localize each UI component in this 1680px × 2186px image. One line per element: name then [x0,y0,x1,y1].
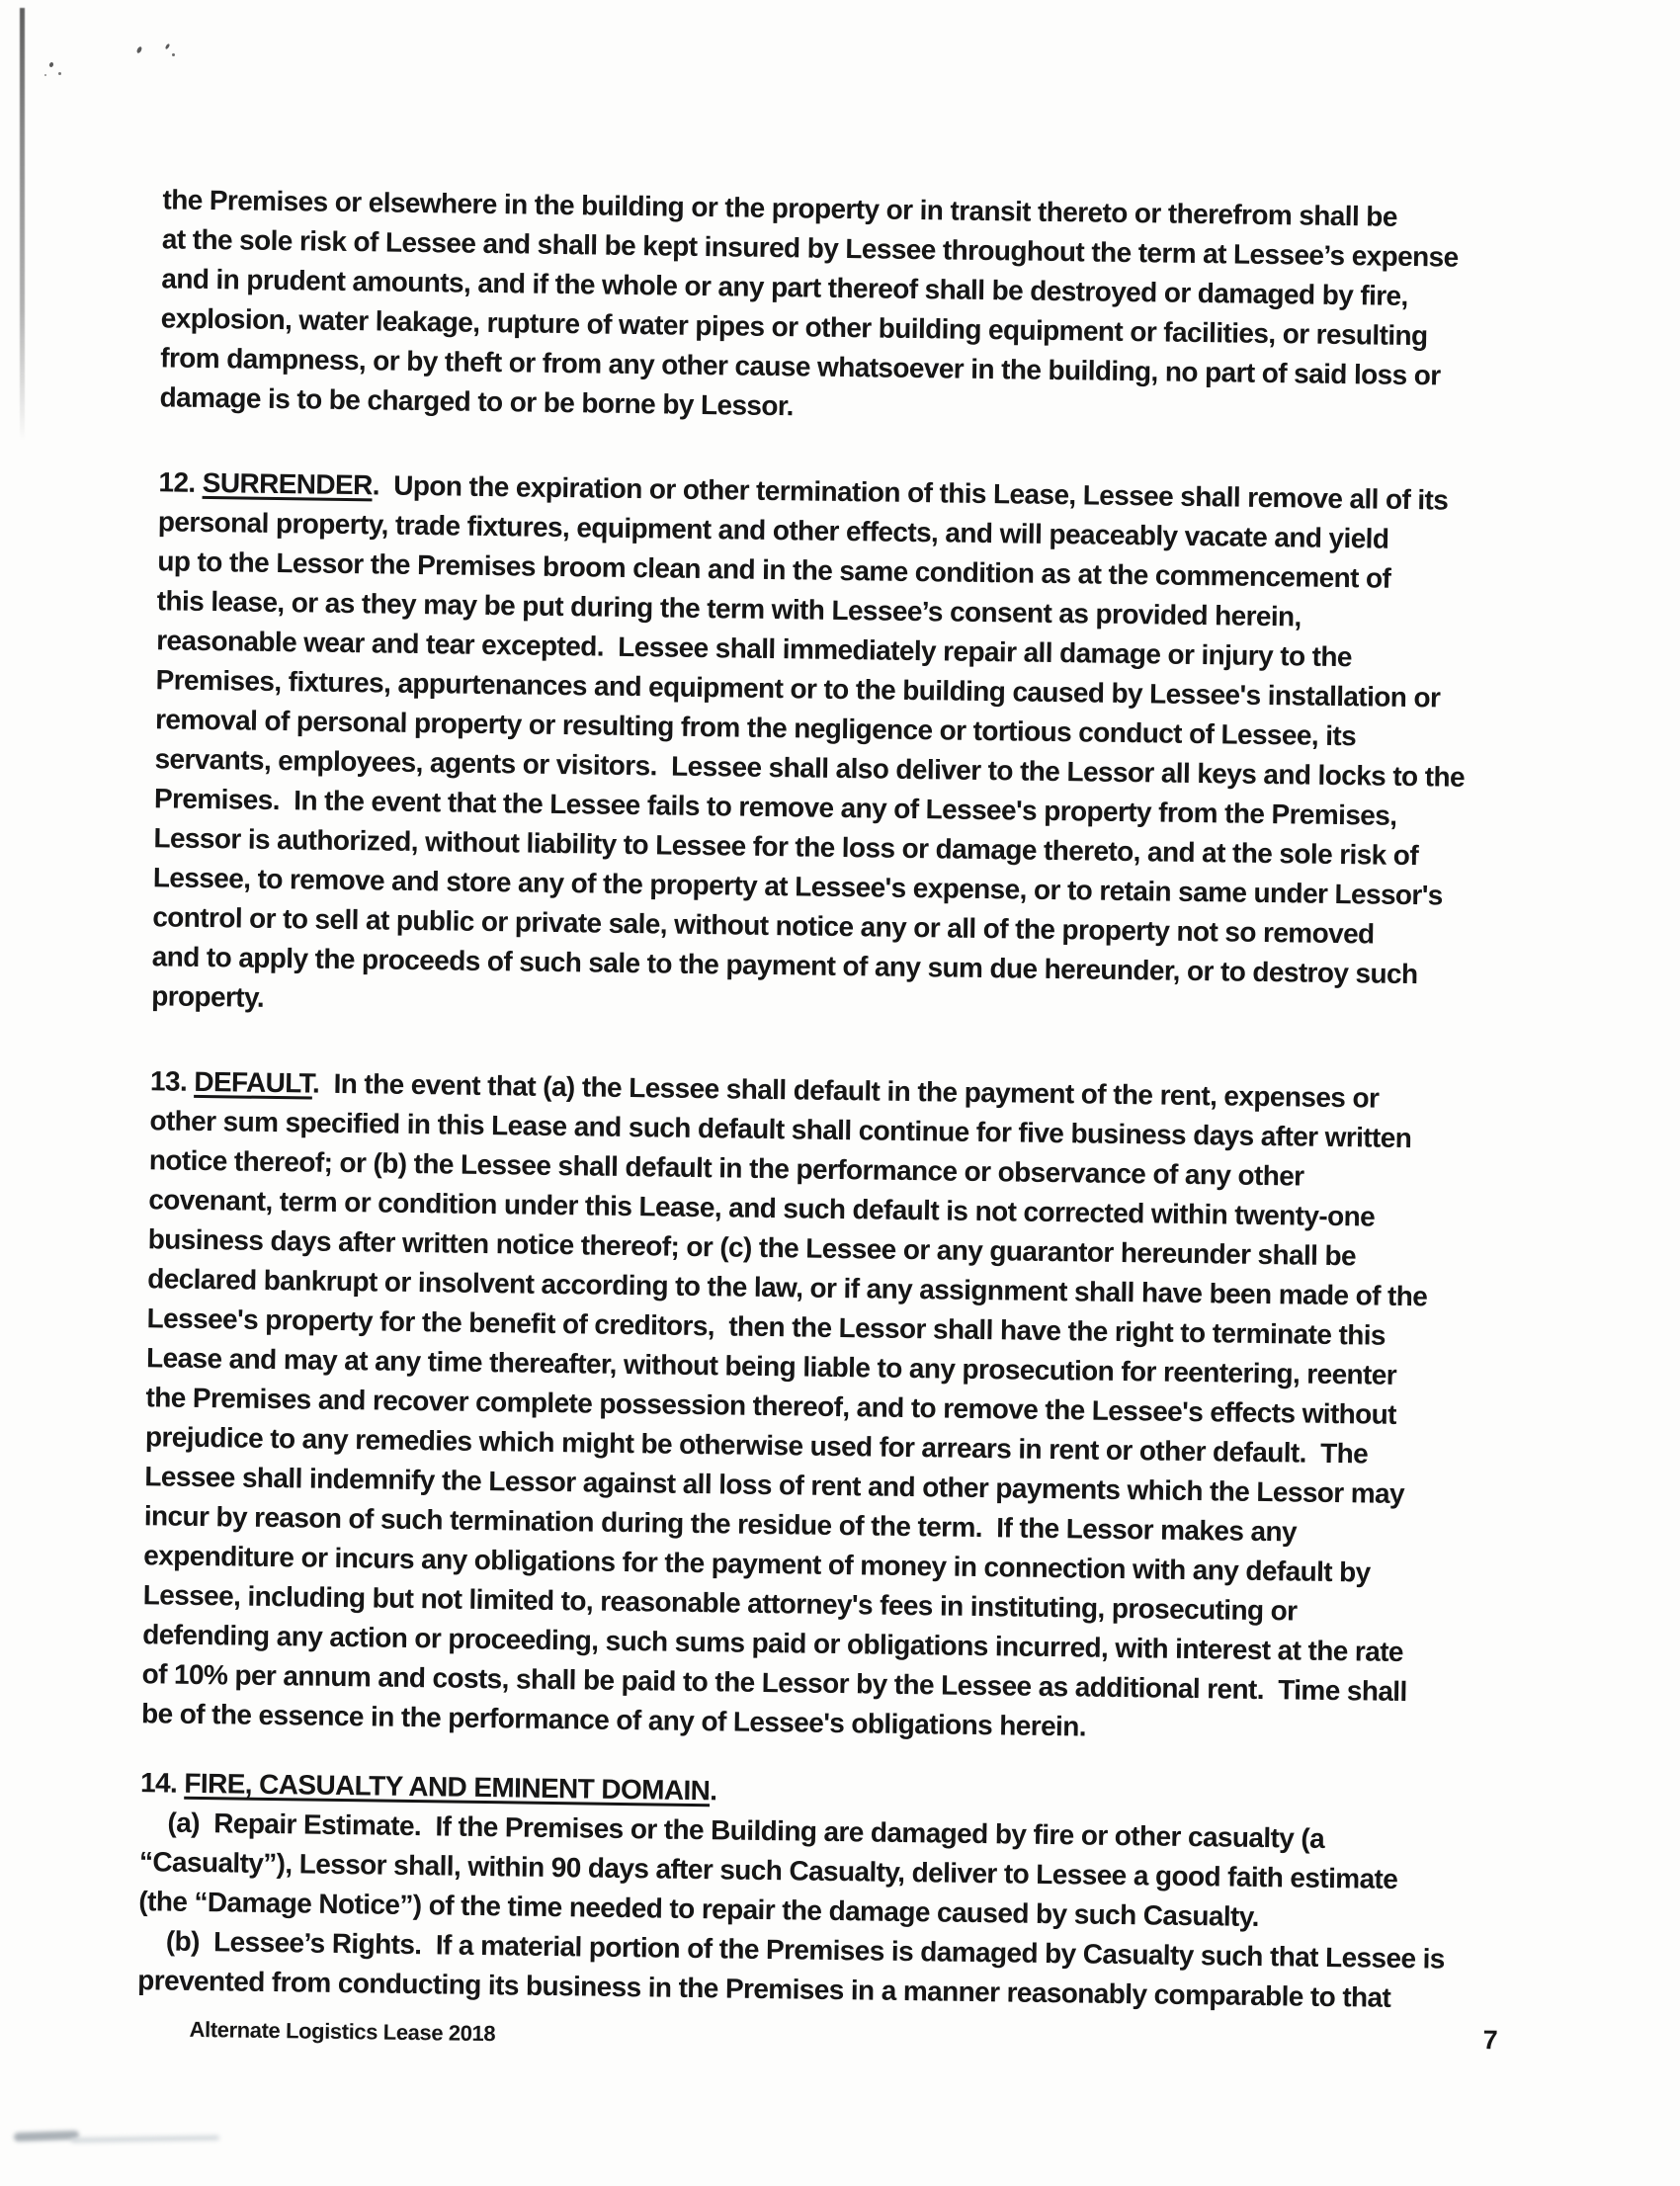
text-line: at the sole risk of Lessee and shall be kept insured by Lessee throughout the term at Lessee’s expense [161,223,1459,273]
text-line: explosion, water leakage, rupture of water pipes or other building equipment or facilities, or resulting [160,302,1428,352]
paragraph [151,462,1570,1036]
text-line: from dampness, or by theft or from any other cause whatsoever in the building, no part of said loss or [160,342,1441,391]
text-line: covenant, term or condition under this Lease, and such default is not corrected within twenty-one [148,1184,1376,1232]
text-line: defending any action or proceeding, such sums paid or obligations incurred, with interest at the rate [141,1619,1404,1668]
text-line: 12. SURRENDER. Upon the expiration or other termination of this Lease, Lessee shall remove all of its [158,466,1449,516]
section-heading: SURRENDER [202,466,373,501]
text-line: and to apply the proceeds of such sale to the payment of any sum due hereunder, or to destroy such [151,941,1418,990]
text-line: 14. FIRE, CASUALTY AND EMINENT DOMAIN. [139,1767,717,1807]
text-line: Premises. In the event that the Lessee fails to remove any of Lessee's property from the Premises, [153,783,1397,831]
text-line: (a) Repair Estimate. If the Premises or the Building are damaged by fire or other casualty (a [167,1807,1325,1854]
text-line: business days after written notice thereof; or (c) the Lessee or any guarantor hereunder shall be [147,1223,1357,1272]
section-heading: FIRE, CASUALTY AND EMINENT DOMAIN [184,1767,711,1807]
text-line: “Casualty”), Lessor shall, within 90 days after such Casualty, deliver to Lessee a good faith estimate [138,1846,1398,1894]
text-line: Lessee shall indemnify the Lessor against all loss of rent and other payments which the Lessor may [144,1461,1405,1510]
text-line: Lease and may at any time thereafter, without being liable to any prosecution for reentering, reenter [145,1342,1397,1390]
text-line: Premises, fixtures, appurtenances and equipment or to the building caused by Lessee's installation or [155,664,1441,714]
paragraph [141,1061,1561,1753]
page-number: 7 [1482,2025,1498,2056]
text-line: removal of personal property or resulting from the negligence or tortious conduct of Lessee, its [154,704,1357,752]
text-line: the Premises or elsewhere in the building or the property or in transit thereto or therefrom shall be [162,184,1398,232]
text-line: the Premises and recover complete possession thereof, and to remove the Lessee's effects without [145,1382,1397,1430]
text-line: reasonable wear and tear excepted. Lessee shall immediately repair all damage or injury to the [156,625,1353,673]
text-line: damage is to be charged to or be borne by Lessor. [159,381,795,422]
text-line: prevented from conducting its business in the Premises in a manner reasonably comparable to that [137,1965,1391,2013]
text-line: control or to sell at public or private sale, without notice any or all of the property not so removed [152,901,1375,950]
text-line: personal property, trade fixtures, equipment and other effects, and will peaceably vacate and yield [157,506,1389,554]
text-line: this lease, or as they may be put during the term with Lessee’s consent as provided herein, [156,585,1302,632]
text-line: Lessor is authorized, without liability to Lessee for the loss or damage thereto, and at the sole risk of [153,822,1419,872]
text-line: be of the essence in the performance of any of Lessee's obligations herein. [140,1698,1087,1742]
text-line: incur by reason of such termination during the residue of the term. If the Lessor makes any [143,1500,1298,1548]
text-line: Lessee, to remove and store any of the property at Lessee's expense, or to retain same under Lessor's [152,862,1443,911]
text-line: and in prudent amounts, and if the whole or any part thereof shall be destroyed or damaged by fire, [161,263,1408,311]
text-line: declared bankrupt or insolvent according to the law, or if any assignment shall have been made of the [147,1263,1428,1312]
paragraph [138,1803,1552,1941]
text-line: of 10% per annum and costs, shall be paid to the Lessor by the Lessee as additional rent. Time shall [141,1658,1407,1708]
text-line: (b) Lessee’s Rights. If a material portion of the Premises is damaged by Casualty such that Lessee is [165,1925,1445,1975]
text-line: prejudice to any remedies which might be otherwise used for arrears in rent or other default. The [144,1421,1369,1470]
paragraph [159,180,1573,437]
text-line: up to the Lessor the Premises broom clean and in the same condition as at the commencement of [157,546,1391,594]
footer-doc-title: Alternate Logistics Lease 2018 [189,2016,496,2047]
text-line: (the “Damage Notice”) of the time needed to repair the damage caused by such Casualty. [138,1886,1260,1932]
text-line: property. [151,980,265,1013]
text-line: Lessee, including but not limited to, reasonable attorney's fees in instituting, prosecuting or [142,1579,1298,1627]
text-line: servants, employees, agents or visitors. Lessee shall also deliver to the Lessor all keys and locks to the [154,743,1466,793]
text-line: other sum specified in this Lease and such default shall continue for five business days after written [149,1105,1412,1154]
section-heading: DEFAULT [194,1065,313,1099]
text-line: Lessee's property for the benefit of creditors, then the Lessor shall have the right to terminate this [146,1303,1386,1351]
text-line: 13. DEFAULT. In the event that (a) the Lessee shall default in the payment of the rent, expenses or [149,1065,1380,1114]
text-line: expenditure or incurs any obligations for the payment of money in connection with any default by [143,1540,1371,1588]
text-line: notice thereof; or (b) the Lessee shall default in the performance or observance of any other [148,1144,1304,1192]
